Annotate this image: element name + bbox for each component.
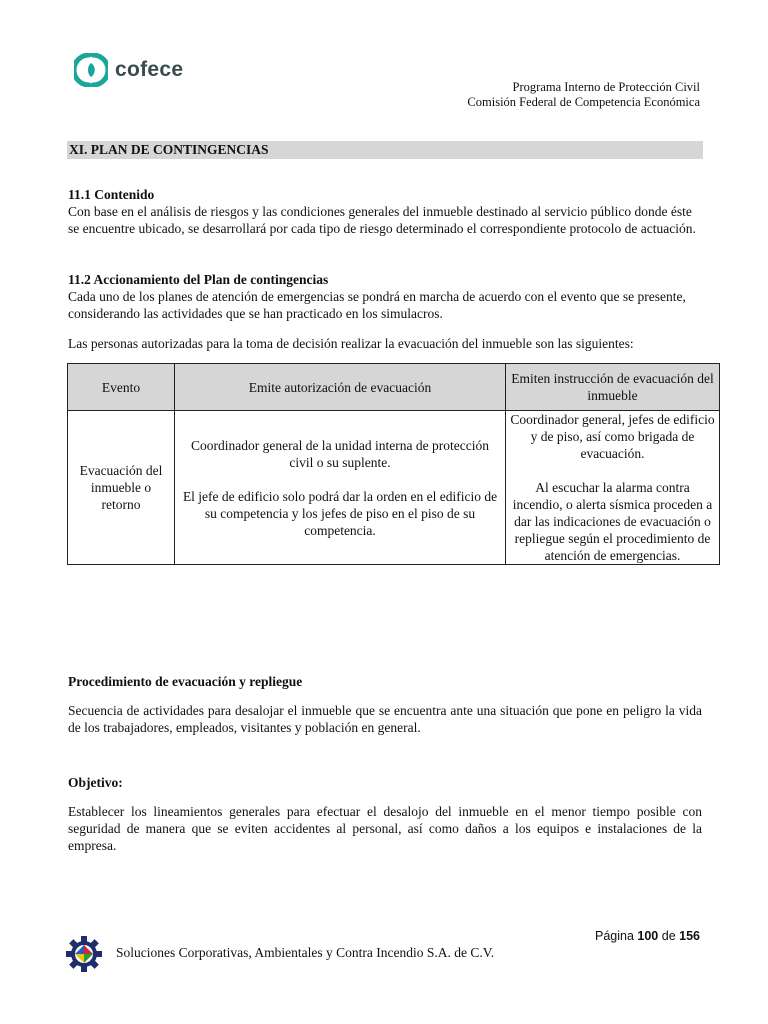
- procedimiento-title: Procedimiento de evacuación y repliegue: [68, 674, 303, 689]
- paragraph-11-2: Cada uno de los planes de atención de emergencias se pondrá en marcha de acuerdo con el evento que se presente, considerando las actividades que se han practicado en los simulacros.: [68, 289, 686, 321]
- heading-11-2: 11.2 Accionamiento del Plan de contingencias: [68, 272, 329, 287]
- heading-11-1: 11.1 Contenido: [68, 187, 155, 202]
- footer-company-name: Soluciones Corporativas, Ambientales y Contra Incendio S.A. de C.V.: [116, 945, 495, 960]
- section-title: XI. PLAN DE CONTINGENCIAS: [69, 142, 269, 157]
- table-header-autorizacion: Emite autorización de evacuación: [175, 364, 506, 411]
- section-title-bar: [67, 141, 703, 159]
- company-gear-logo-icon: [66, 936, 102, 972]
- objetivo-title: Objetivo:: [68, 775, 123, 790]
- page-total: 156: [679, 929, 700, 943]
- cell-instruccion-p2: Al escuchar la alarma contra incendio, o alerta sísmica proceden a dar las indicaciones de evacuación o repliegue según el procedimiento de atención de emergencias.: [512, 480, 713, 563]
- page-current: 100: [637, 929, 659, 943]
- header-program: Programa Interno de Protección Civil: [512, 80, 700, 94]
- table-header-evento: Evento: [68, 364, 175, 411]
- table-header-row: [68, 364, 720, 411]
- objetivo-heading: [68, 774, 702, 791]
- page-number: [595, 929, 700, 943]
- objetivo-paragraph: Establecer los lineamientos generales para efectuar el desalojo del inmueble en el menor tiempo posible con seguridad de manera que se eviten accidentes al personal, así como daños a los equipos e instalaciones de la empresa.: [68, 804, 702, 853]
- cell-evento: Evacuación del inmueble o retorno: [68, 411, 175, 565]
- page-of: de: [661, 929, 676, 943]
- logo-text: cofece: [115, 58, 184, 81]
- cell-autorizacion: [175, 411, 506, 565]
- header-commission: Comisión Federal de Competencia Económica: [467, 95, 700, 109]
- page-word: Página: [594, 929, 634, 943]
- procedimiento-paragraph: Secuencia de actividades para desalojar el inmueble que se encuentra ante una situación que pone en peligro la vida de los trabajadores, empleados, visitantes y población en general.: [68, 703, 702, 735]
- cell-instruccion: [506, 411, 720, 565]
- cell-instruccion-p1: Coordinador general, jefes de edificio y de piso, así como brigada de evacuación.: [510, 412, 715, 461]
- document-header: [467, 80, 700, 110]
- table-header-instruccion: Emiten instrucción de evacuación del inmueble: [506, 364, 720, 411]
- evacuation-table: [67, 363, 720, 565]
- paragraph-11-1: Con base en el análisis de riesgos y las condiciones generales del inmueble destinado al servicio público donde éste se encuentre ubicado, se desarrollará por cada tipo de riesgo determinado el correspondiente protocolo de actuación.: [68, 204, 696, 236]
- section-11-1: [68, 186, 702, 237]
- cofece-logo: [74, 53, 183, 87]
- cell-autorizacion-p2: El jefe de edificio solo podrá dar la orden en el edificio de su competencia y los jefes de piso en el piso de su competencia.: [182, 488, 498, 538]
- table-row: [68, 411, 720, 565]
- cell-autorizacion-p1: Coordinador general de la unidad interna de protección civil o su suplente.: [190, 437, 489, 470]
- procedimiento-heading: [68, 673, 702, 690]
- cofece-logo-icon: [74, 53, 108, 87]
- authorized-persons-intro: Las personas autorizadas para la toma de decisión realizar la evacuación del inmueble son las siguientes:: [68, 336, 634, 351]
- section-11-2: [68, 271, 702, 322]
